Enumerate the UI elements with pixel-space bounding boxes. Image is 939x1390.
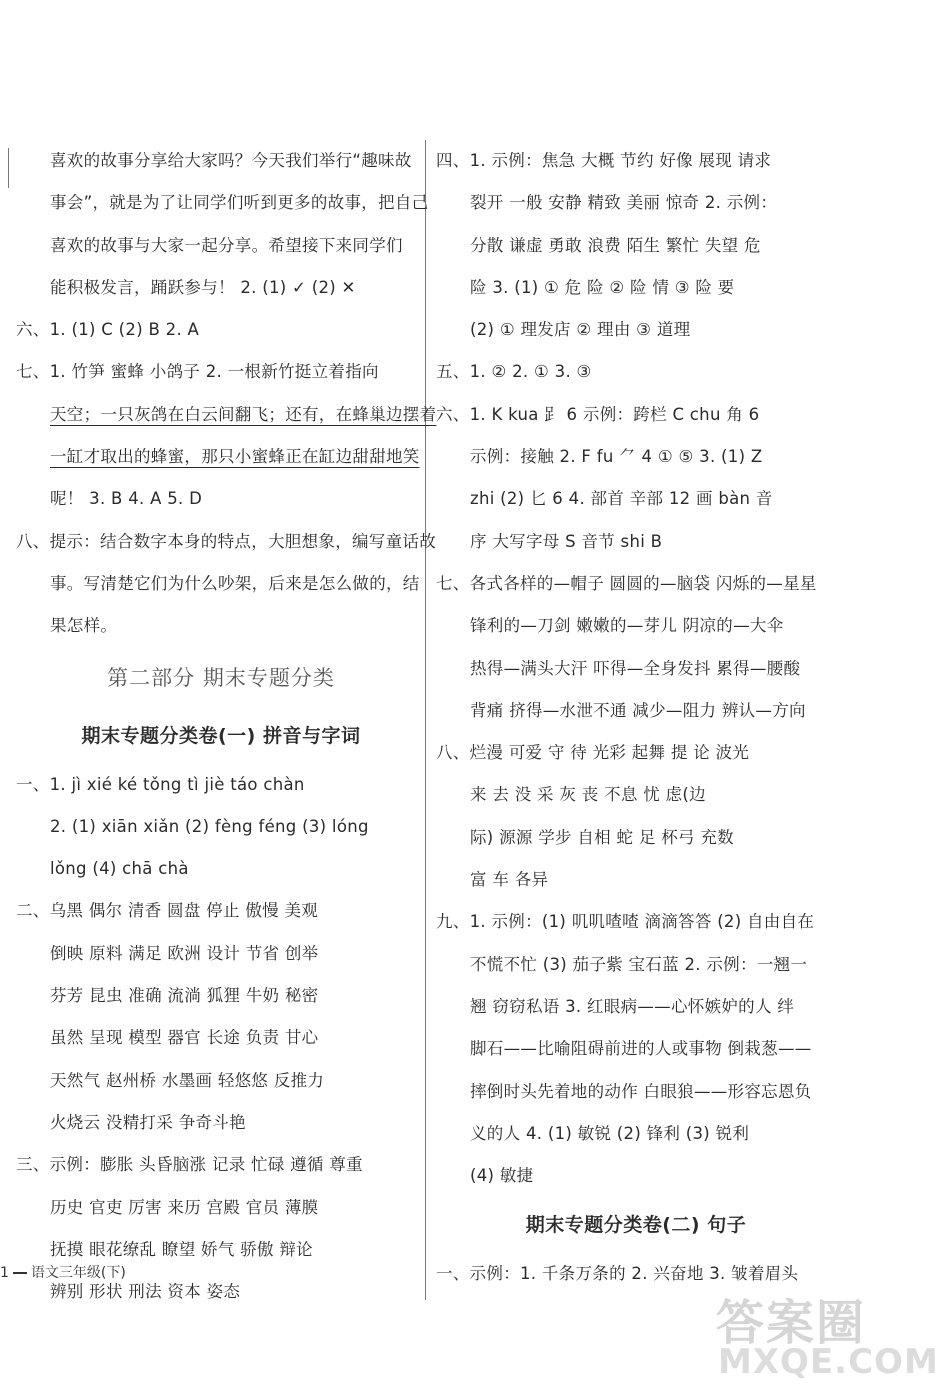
watermark-url: MXQE.COM (718, 1342, 939, 1382)
text-line: 喜欢的故事与大家一起分享。希望接下来同学们 (50, 235, 403, 255)
section-title: 期末专题分类卷(一) 拼音与字词 (81, 724, 361, 747)
text-line: 际) 源源 学步 自相 蛇 足 杯弓 充数 (470, 827, 734, 847)
page-footer (0, 1262, 126, 1282)
footer-dash (13, 1272, 27, 1274)
text-line: 八、提示：结合数字本身的特点，大胆想象，编写童话故 (16, 531, 436, 551)
text-line: 八、烂漫 可爱 守 待 光彩 起舞 提 论 波光 (436, 743, 750, 763)
text-line: 抚摸 眼花缭乱 瞭望 娇气 骄傲 辩论 (50, 1239, 313, 1259)
text-line: lǒng (4) chā chà (50, 859, 189, 879)
text-line: 辨别 形状 刑法 资本 姿态 (50, 1282, 241, 1302)
text-line: (4) 敏捷 (470, 1166, 534, 1186)
text-line: 火烧云 没精打采 争奇斗艳 (50, 1112, 246, 1132)
text-line: 一、1. jì xié ké tǒng tì jiè táo chàn (16, 774, 305, 794)
text-line: 虽然 呈现 模型 器官 长途 负责 甘心 (50, 1028, 319, 1048)
text-line: 背痛 挤得—水泄不通 减少—阻力 辨认—方向 (470, 700, 806, 720)
text-line: 呢！ 3. B 4. A 5. D (50, 489, 203, 509)
text-line: 七、各式各样的—帽子 圆圆的—脑袋 闪烁的—星星 (436, 573, 817, 593)
underlined-line: 天空；一只灰鸽在白云间翻飞；还有，在蜂巢边摆着 (50, 404, 437, 424)
text-line: 天然气 赵州桥 水墨画 轻悠悠 反推力 (50, 1070, 325, 1090)
text-line: 历史 官吏 厉害 来历 宫殿 官员 薄膜 (50, 1197, 319, 1217)
text-line: 示例：接触 2. F fu ⺈ 4 ① ⑤ 3. (1) Z (470, 447, 763, 467)
text-line: 翘 窃窃私语 3. 红眼病——心怀嫉妒的人 绊 (470, 996, 795, 1016)
text-line: 能积极发言，踊跃参与！ 2. (1) ✓ (2) ✕ (50, 277, 356, 297)
text-line: 义的人 4. (1) 敏锐 (2) 锋利 (3) 锐利 (470, 1123, 750, 1143)
text-line: 五、1. ② 2. ① 3. ③ (436, 362, 592, 382)
text-line: 锋利的—刀剑 嫩嫩的—芽儿 阴凉的—大伞 (470, 616, 784, 636)
text-line: 2. (1) xiān xiǎn (2) fèng féng (3) lóng (50, 816, 369, 836)
text-line: 四、1. 示例：焦急 大概 节约 好像 展现 请求 (436, 151, 772, 170)
text-line: 事会”，就是为了让同学们听到更多的故事，把自己 (50, 193, 429, 213)
left-column (16, 140, 437, 1313)
left-margin-rule (8, 148, 9, 188)
right-column (436, 140, 836, 1296)
text-line: 六、1. (1) C (2) B 2. A (16, 320, 200, 340)
text-line: 裂开 一般 安静 精致 美丽 惊奇 2. 示例： (470, 193, 778, 213)
text-line: 三、示例：膨胀 头昏脑涨 记录 忙碌 遵循 尊重 (16, 1155, 363, 1175)
text-line: 险 3. (1) ① 危 险 ② 险 情 ③ 险 要 (470, 277, 735, 297)
text-line: 一、示例：1. 千条万条的 2. 兴奋地 3. 皱着眉头 (436, 1264, 799, 1284)
text-line: 喜欢的故事分享给大家吗？今天我们举行“趣味故 (50, 151, 412, 170)
text-line: 富 车 各异 (470, 870, 549, 890)
watermark-logo (716, 1284, 939, 1384)
text-line: (2) ① 理发店 ② 理由 ③ 道理 (470, 320, 691, 340)
underlined-line: 一缸才取出的蜂蜜，那只小蜜蜂正在缸边甜甜地笑 (50, 447, 420, 467)
text-line: zhi (2) 匕 6 4. 部首 辛部 12 画 bàn 音 (470, 489, 773, 509)
text-line: 芬芳 昆虫 准确 流淌 狐狸 牛奶 秘密 (50, 986, 319, 1006)
text-line: 序 大写字母 S 音节 shi B (470, 531, 663, 551)
text-line: 七、1. 竹笋 蜜蜂 小鸽子 2. 一根新竹挺立着指向 (16, 362, 379, 382)
text-line: 来 去 没 采 灰 丧 不息 忧 虑(边 (470, 785, 706, 805)
text-line: 分散 谦虚 勇敢 浪费 陌生 繁忙 失望 危 (470, 235, 761, 255)
text-line: 二、乌黑 偶尔 清香 圆盘 停止 傲慢 美观 (16, 901, 319, 921)
text-line: 六、1. K kua 𧾷 6 示例：跨栏 C chu 角 6 (436, 404, 760, 424)
text-line: 事。写清楚它们为什么吵架，后来是怎么做的，结 (50, 573, 420, 593)
text-line: 热得—满头大汗 吓得—全身发抖 累得—腰酸 (470, 658, 801, 678)
part-title: 第二部分 期末专题分类 (107, 665, 335, 690)
book-title: 语文三年级(下) (30, 1265, 126, 1281)
text-line: 九、1. 示例：(1) 叽叽喳喳 滴滴答答 (2) 自由自在 (436, 912, 815, 932)
section-title: 期末专题分类卷(二) 句子 (525, 1214, 747, 1237)
text-line: 摔倒时头先着地的动作 白眼狼——形容忘恩负 (470, 1081, 812, 1101)
watermark-word: 答案圈 (716, 1295, 867, 1351)
text-line: 不慌不忙 (3) 茄子紫 宝石蓝 2. 示例：一翘一 (470, 954, 808, 974)
text-line: 脚石——比喻阻碍前进的人或事物 倒栽葱—— (470, 1039, 812, 1059)
page-number: 1 (0, 1265, 9, 1281)
text-line: 倒映 原料 满足 欧洲 设计 节省 创举 (50, 943, 319, 963)
text-line: 果怎样。 (50, 616, 118, 636)
